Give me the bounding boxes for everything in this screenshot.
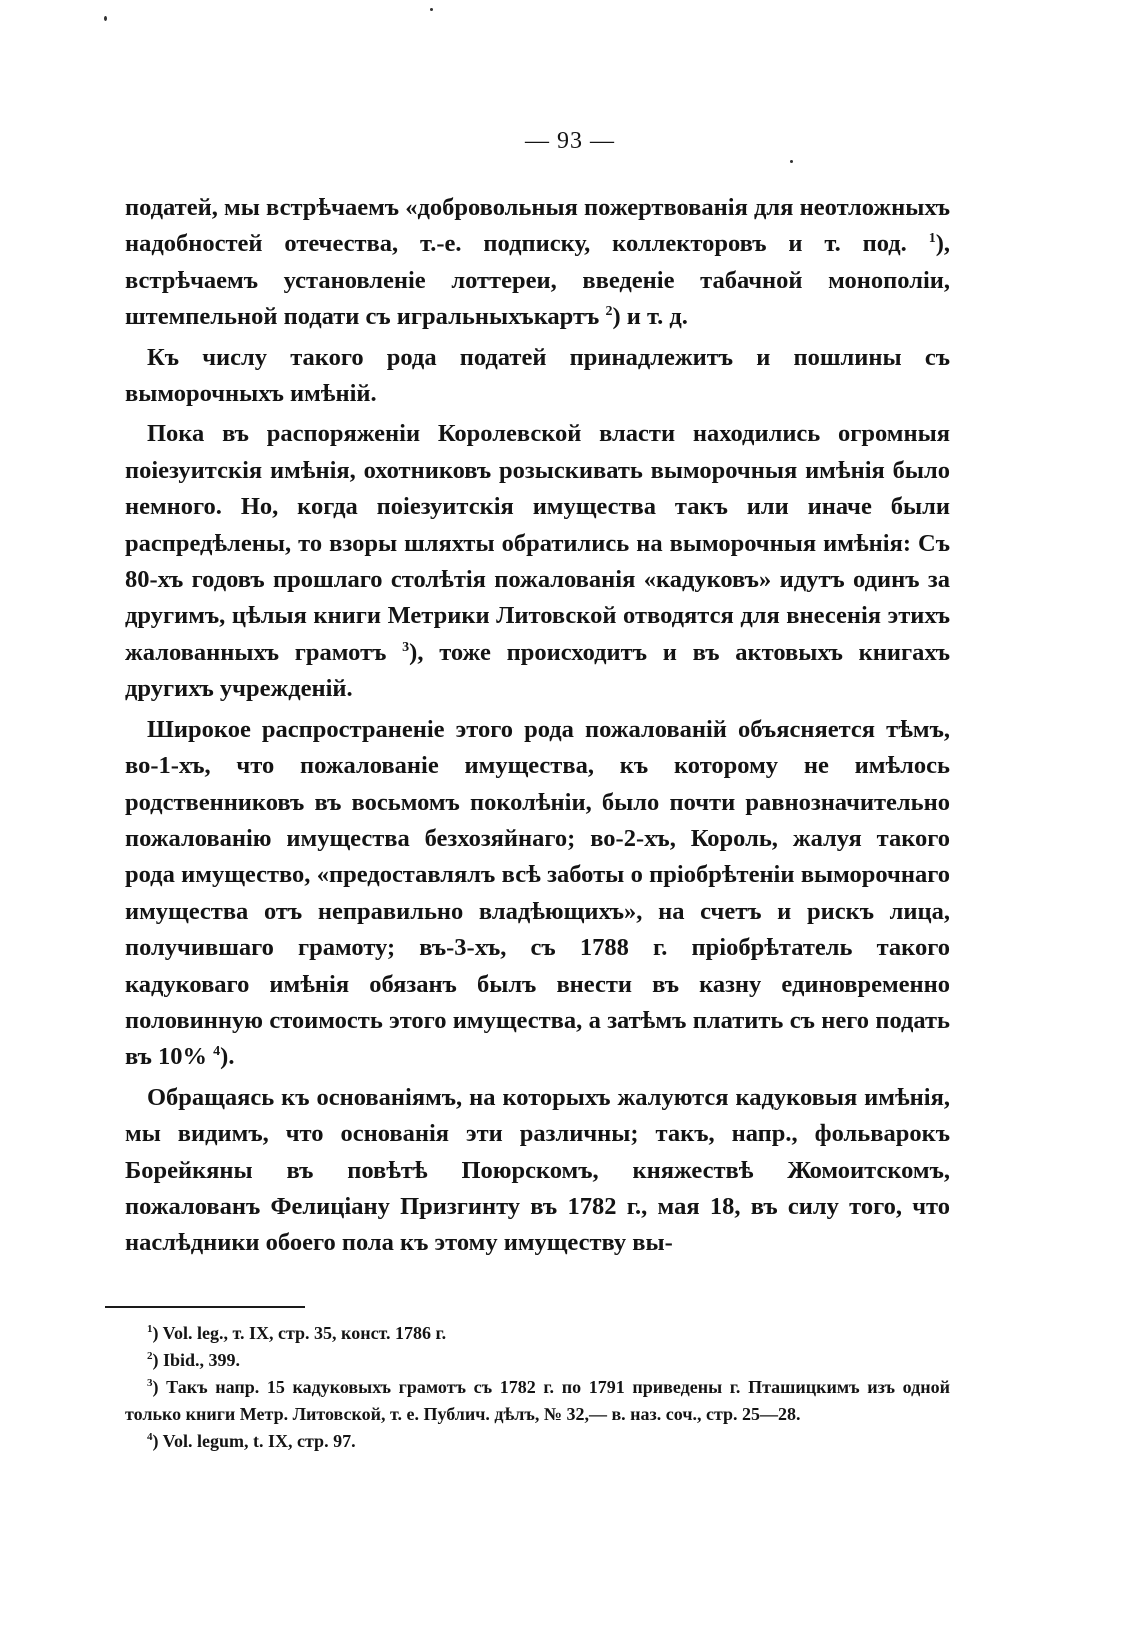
paragraph-1 — [125, 190, 950, 336]
paragraph-text: Широкое распространеніе этого рода пожалованій объясняется тѣмъ, во-1-хъ, что пожалованіе имущества, къ которому не имѣлось родственниковъ въ восьмомъ поколѣніи, было почти равнозначительно пожалованію имущества безхозяйнаго; во-2-хъ, Король, жалуя такого рода имущество, «предоставлялъ всѣ заботы о пріобрѣтеніи выморочнаго имущества отъ неправильно владѣющихъ», на счетъ и рискъ лица, получившаго грамоту; въ-3-хъ, съ 1788 г. пріобрѣтатель такого кадуковаго имѣнія обязанъ былъ внести въ казну единовременно половинную стоимость этого имущества, а затѣмъ платить съ него подать въ 10% — [125, 715, 950, 1071]
paragraph-2 — [125, 340, 950, 413]
footnote-mark: 1 — [147, 1323, 153, 1335]
paragraph-text: Къ числу такого рода податей принадлежитъ и пошлины съ выморочныхъ имѣній. — [125, 343, 950, 408]
print-speck — [104, 16, 107, 21]
paragraph-text: Пока въ распоряженіи Королевской власти находились огромныя поiезуитскія имѣнія, охотниковъ розыскивать выморочныя имѣнія было немного. Но, когда поiезуитскія имущества такъ или иначе были распредѣлены, то взоры шляхты обратились на выморочныя имѣнія: Съ 80-хъ годовъ прошлаго столѣтія пожалованія «кадуковъ» идутъ одинъ за другимъ, цѣлыя книги Метрики Литовской отводятся для внесенія этихъ жалованныхъ грамотъ — [125, 420, 950, 666]
footnote-text: ) Такъ напр. 15 кадуковыхъ грамотъ съ 1782 г. по 1791 приведены г. Пташицкимъ изъ одной только книги Метр. Литовской, т. е. Публич. дѣлъ, № 32,— в. наз. соч., стр. 25—28. — [125, 1377, 950, 1424]
footnote-mark: 3 — [147, 1377, 153, 1389]
footnote-mark: 2 — [147, 1350, 153, 1362]
print-speck — [430, 8, 433, 11]
paragraph-3 — [125, 416, 950, 707]
footnote-2 — [125, 1347, 950, 1374]
main-text — [125, 190, 950, 1266]
paragraph-text: ). — [220, 1043, 235, 1071]
footnote-text: ) Vol. leg., т. IX, стр. 35, конст. 1786 г. — [152, 1323, 447, 1343]
footnote-ref[interactable]: 4 — [213, 1044, 221, 1060]
paragraph-text: ), встрѣчаемъ установленіе лоттереи, введеніе табачной монополіи, штемпельной подати съ игральныхъкартъ — [125, 230, 951, 331]
paragraph-text: ) и т. д. — [612, 303, 688, 331]
print-speck — [790, 160, 793, 163]
footnote-text: ) Vol. legum, t. IX, стр. 97. — [152, 1431, 356, 1451]
footnotes — [125, 1320, 950, 1455]
footnote-ref[interactable]: 2 — [605, 304, 613, 320]
footnote-ref[interactable]: 3 — [402, 639, 410, 655]
page-number: — 93 — — [525, 128, 615, 154]
footnote-4 — [125, 1428, 950, 1455]
footnote-divider — [105, 1306, 305, 1308]
paragraph-text: Обращаясь къ основаніямъ, на которыхъ жалуются кадуковыя имѣнія, мы видимъ, что основанія эти различны; такъ, напр., фольварокъ Борейкяны въ повѣтѣ Поюрскомъ, княжествѣ Жомоитскомъ, пожалованъ Фелиціану Призгинту въ 1782 г., мая 18, въ силу того, что наслѣдники обоего пола къ этому имуществу вы- — [125, 1083, 950, 1257]
footnote-ref[interactable]: 1 — [928, 231, 936, 247]
paragraph-text: ), тоже происходитъ и въ актовыхъ книгахъ другихъ учрежденій. — [125, 638, 950, 703]
footnote-text: ) Ibid., 399. — [152, 1350, 241, 1370]
paragraph-4 — [125, 712, 950, 1076]
footnote-1 — [125, 1320, 950, 1347]
footnote-3 — [125, 1374, 950, 1428]
paragraph-5 — [125, 1080, 950, 1262]
paragraph-text: податей, мы встрѣчаемъ «добровольныя пожертвованія для неотложныхъ надобностей отечества, т.-е. подписку, коллекторовъ и т. под. — [125, 194, 950, 258]
footnote-mark: 4 — [147, 1431, 153, 1443]
